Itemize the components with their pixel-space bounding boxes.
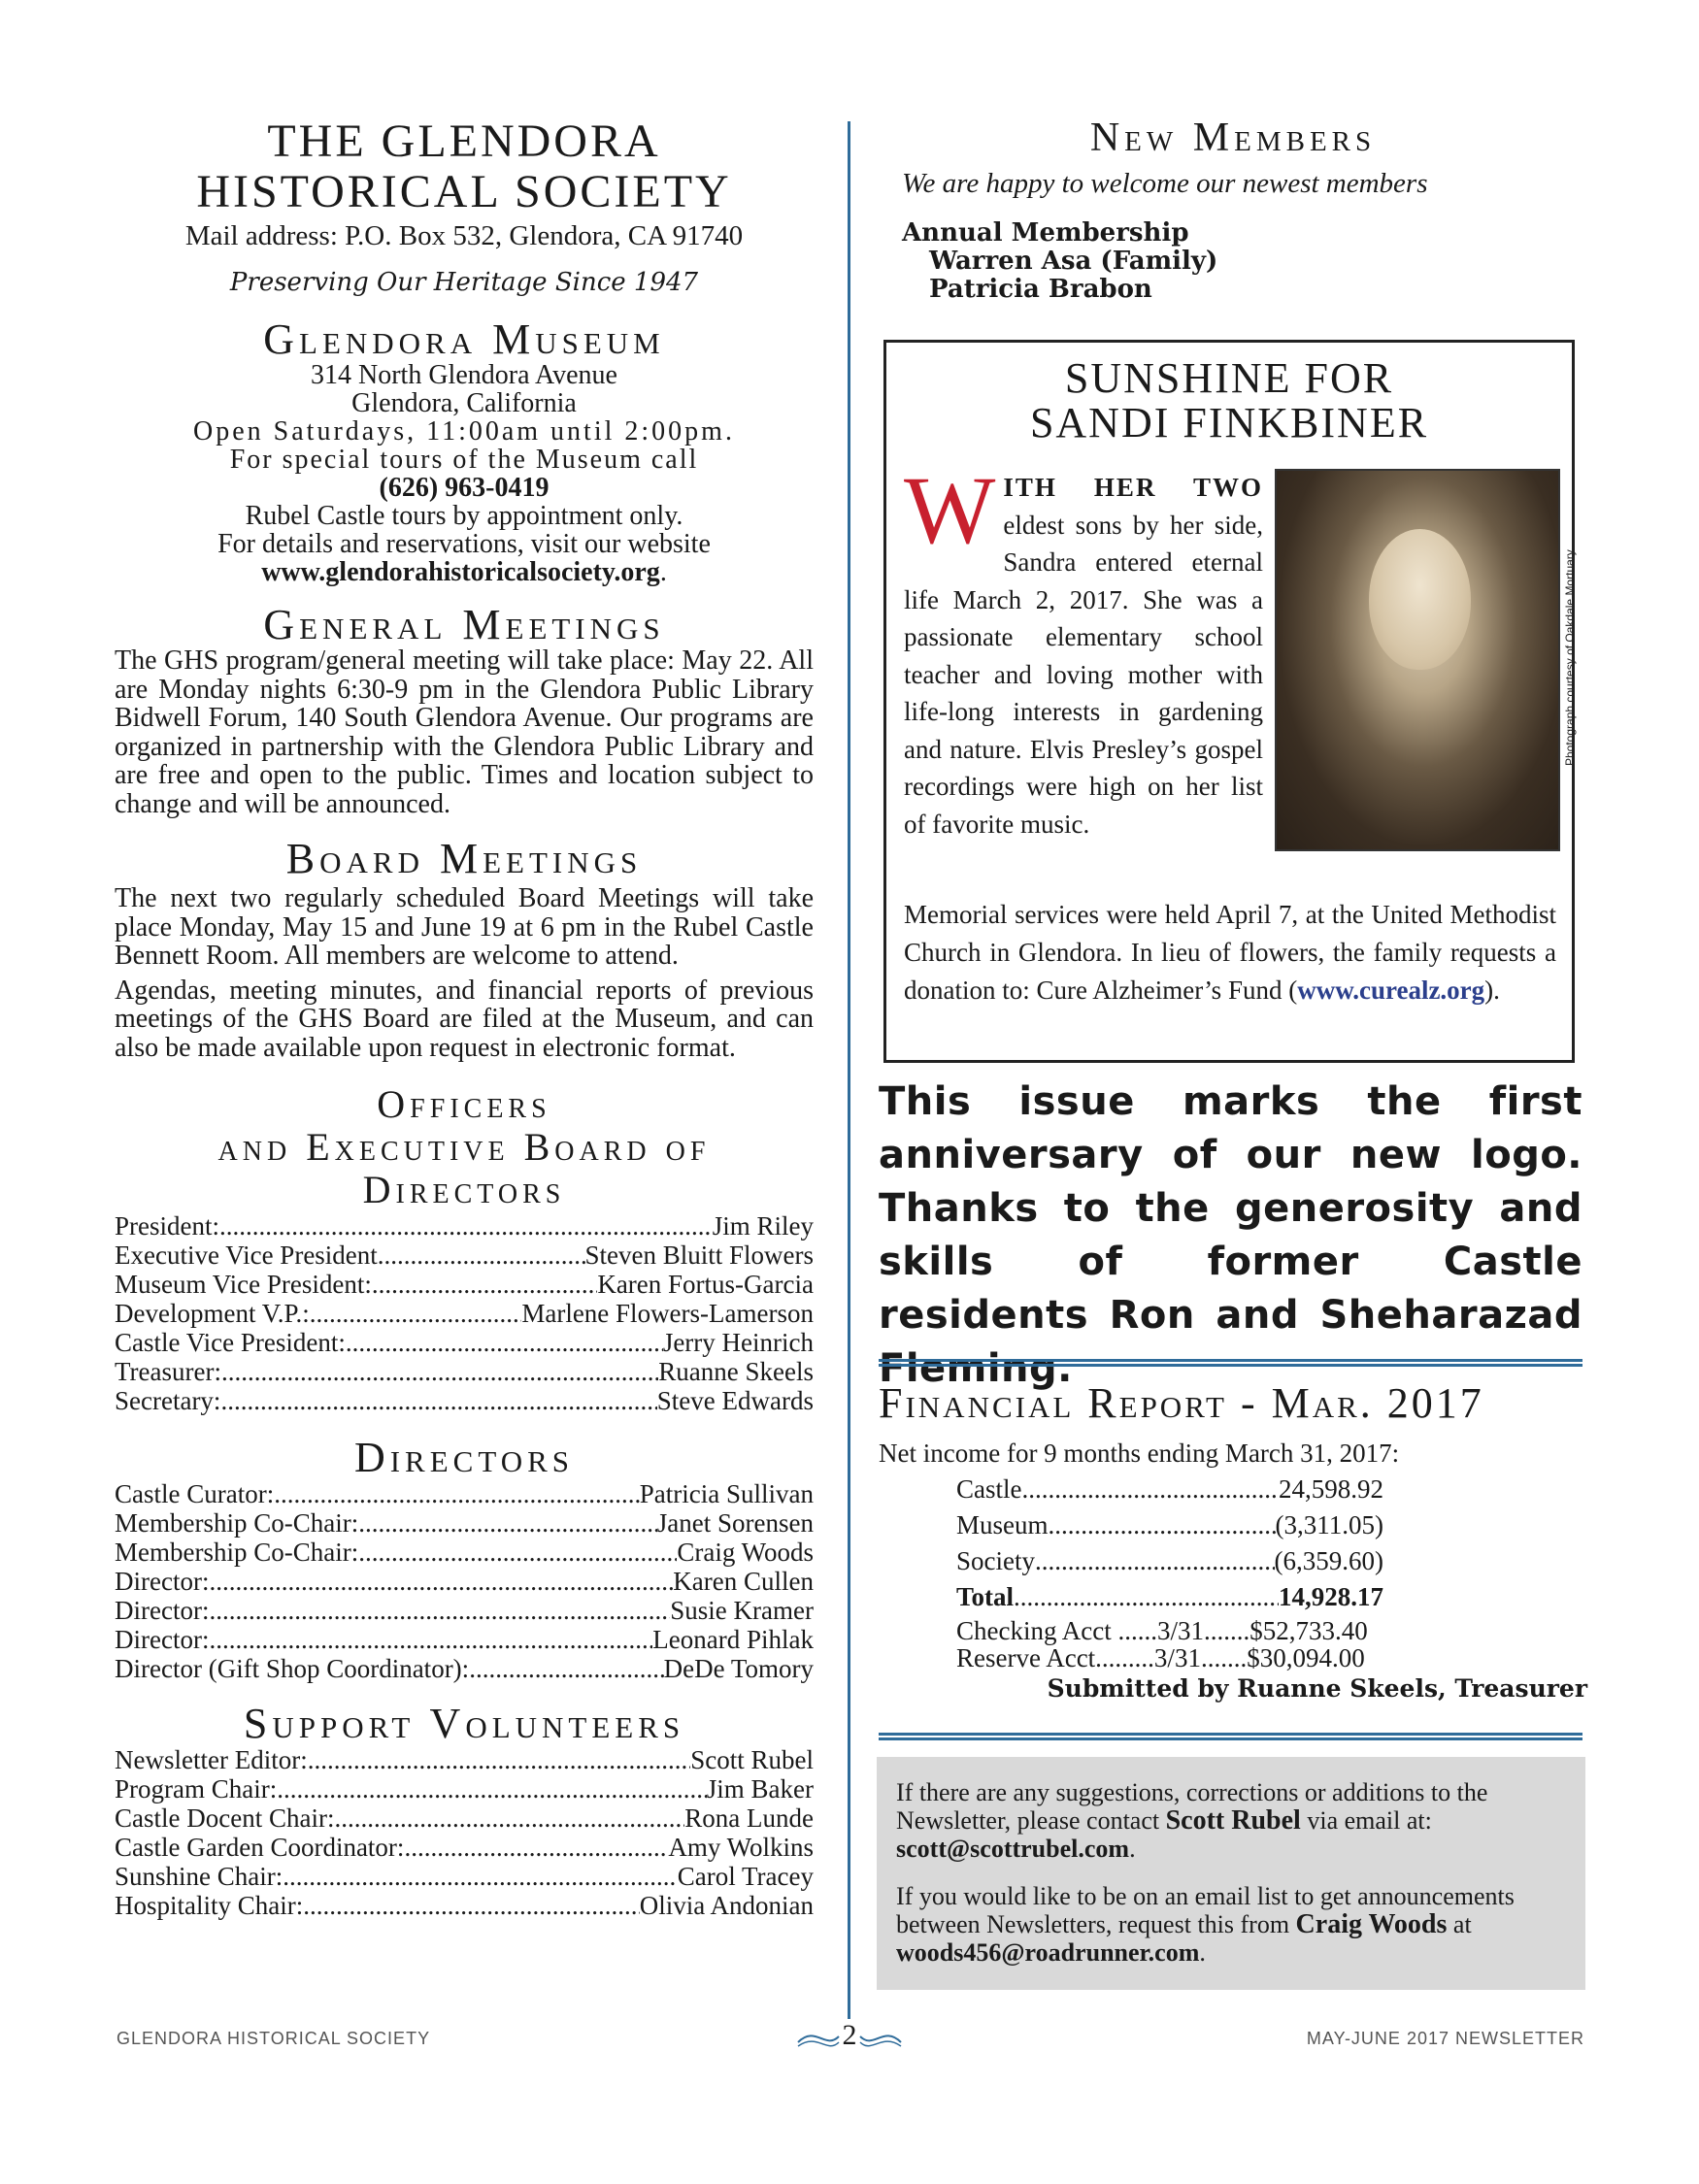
museum-phone: (626) 963-0419 — [379, 473, 550, 503]
officer-name: Steve Edwards — [656, 1386, 814, 1415]
officers-heading-line-3: Directors — [362, 1168, 566, 1211]
officer-name: Ruanne Skeels — [658, 1357, 814, 1386]
new-members-intro: We are happy to welcome our newest members — [902, 168, 1428, 199]
volunteer-row — [115, 1774, 814, 1803]
volunteer-name: Rona Lunde — [684, 1803, 814, 1833]
officer-role: Castle Vice President: — [115, 1328, 346, 1357]
officer-name: Marlene Flowers-Lamerson — [521, 1299, 814, 1328]
director-row — [115, 1654, 814, 1683]
director-row — [115, 1596, 814, 1625]
director-row — [115, 1625, 814, 1654]
reserve-account: Reserve Acct.........3/31.......$30,094.00 — [956, 1643, 1365, 1672]
double-rule-top — [879, 1359, 1582, 1367]
officer-row — [115, 1299, 814, 1328]
museum-city-line: Glendora, California — [351, 388, 577, 418]
director-role: Membership Co-Chair: — [115, 1508, 359, 1538]
curealz-link[interactable]: www.curealz.org — [1297, 976, 1485, 1005]
memorial-end: ). — [1484, 976, 1500, 1005]
director-name: Susie Kramer — [670, 1596, 814, 1625]
volunteer-name: Jim Baker — [706, 1774, 814, 1803]
new-members-heading: New Members — [1089, 116, 1377, 160]
volunteer-role: Newsletter Editor: — [115, 1745, 308, 1774]
column-divider — [848, 121, 850, 2019]
director-row — [115, 1567, 814, 1596]
financial-row — [956, 1543, 1383, 1579]
tagline: Preserving Our Heritage Since 1947 — [229, 268, 699, 297]
membership-list — [902, 219, 1587, 304]
sunshine-title-line-2: SANDI FINKBINER — [1029, 399, 1429, 447]
directors-heading: Directors — [353, 1434, 575, 1481]
general-meetings-heading: General Meetings — [263, 601, 665, 648]
volunteer-row — [115, 1745, 814, 1774]
castle-tours-line: Rubel Castle tours by appointment only. — [245, 501, 683, 531]
director-role: Membership Co-Chair: — [115, 1538, 359, 1567]
obituary-body: eldest sons by her side, Sandra entered eternal life March 2, 2017. She was a passionate elementary school teacher and loving mother with life-long interests in gardening and nature. Elvis Presley’s gospel recordings were high on her list of favorite music. — [904, 510, 1263, 839]
website-period: . — [659, 557, 667, 587]
volunteer-role: Castle Garden Coordinator: — [115, 1833, 405, 1862]
contact-paragraph-1 — [896, 1778, 1566, 1863]
member-name: Warren Asa (Family) — [929, 247, 1218, 276]
footer-left: GLENDORA HISTORICAL SOCIETY — [117, 2029, 431, 2048]
portrait-photo — [1275, 469, 1560, 851]
director-name: Patricia Sullivan — [639, 1479, 814, 1508]
volunteer-row — [115, 1891, 814, 1920]
officer-name: Jerry Heinrich — [662, 1328, 814, 1357]
director-row — [115, 1479, 814, 1508]
financial-value: (3,311.05) — [1275, 1510, 1383, 1539]
volunteer-role: Sunshine Chair: — [115, 1862, 283, 1891]
list-contact-email-link[interactable]: woods456@roadrunner.com — [896, 1938, 1200, 1967]
museum-address-line: 314 North Glendora Avenue — [311, 360, 617, 390]
board-meetings-text-2: Agendas, meeting minutes, and financial reports of previous meetings of the GHS Board are filed at the Museum, and can also be made available upon request in electronic format. — [115, 975, 814, 1063]
contact-box — [877, 1757, 1585, 1990]
drop-cap: W — [904, 456, 996, 564]
director-role: Director: — [115, 1596, 210, 1625]
volunteers-list — [115, 1745, 814, 1920]
officer-row — [115, 1241, 814, 1270]
financial-report — [879, 1435, 1587, 1706]
society-title-line-2: HISTORICAL SOCIETY — [196, 166, 732, 217]
officer-row — [115, 1357, 814, 1386]
museum-tours-line: For special tours of the Museum call — [229, 445, 699, 475]
financial-row — [956, 1507, 1383, 1543]
officers-list — [115, 1211, 814, 1415]
director-name: Craig Woods — [677, 1538, 814, 1567]
editor-email-link[interactable]: scott@scottrubel.com — [896, 1835, 1130, 1863]
financial-value: (6,359.60) — [1274, 1546, 1383, 1575]
membership-category: Annual Membership — [902, 218, 1189, 248]
director-row — [115, 1508, 814, 1538]
contact-text: . — [1199, 1938, 1206, 1967]
financial-total-value: 14,928.17 — [1279, 1582, 1383, 1611]
mail-address: Mail address: P.O. Box 532, Glendora, CA 91740 — [184, 220, 744, 251]
memorial-text — [904, 896, 1556, 1009]
contact-text: . — [1129, 1835, 1136, 1863]
officer-row — [115, 1386, 814, 1415]
financial-total-label: Total — [956, 1582, 1015, 1611]
financial-label: Castle — [956, 1474, 1022, 1504]
editor-name: Scott Rubel — [1165, 1805, 1301, 1836]
museum-info — [115, 361, 814, 586]
anniversary-note: This issue marks the first anniversary of our new logo. Thanks to the generosity and skills of former Castle residents Ron and Sheharazad Fleming. — [879, 1079, 1582, 1391]
director-role: Director: — [115, 1625, 210, 1654]
volunteer-role: Hospitality Chair: — [115, 1891, 304, 1920]
director-role: Director: — [115, 1567, 210, 1596]
double-rule-bottom — [879, 1733, 1582, 1740]
officer-role: Development V.P.: — [115, 1299, 310, 1328]
financial-value: 24,598.92 — [1279, 1474, 1383, 1504]
obituary-text — [904, 456, 1263, 843]
general-meetings-text: The GHS program/general meeting will take place: May 22. All are Monday nights 6:30-9 pm in the Glendora Public Library Bidwell Forum, 140 South Glendora Avenue. Our programs are organized in partnership with the Glendora Public Library and are free and open to the public. Times and location subject to change and will be announced. — [115, 645, 814, 819]
board-meetings-heading: Board Meetings — [285, 835, 643, 882]
director-name: Janet Sorensen — [656, 1508, 814, 1538]
officer-name: Karen Fortus-Garcia — [597, 1270, 814, 1299]
contact-text: If there are any suggestions, corrections or additions to the Newsletter, please contact — [896, 1778, 1488, 1835]
volunteer-row — [115, 1803, 814, 1833]
checking-account: Checking Acct ......3/31.......$52,733.40 — [956, 1616, 1368, 1645]
directors-list — [115, 1479, 814, 1683]
officer-row — [115, 1328, 814, 1357]
officer-role: President: — [115, 1211, 219, 1241]
sunshine-title-line-1: SUNSHINE FOR — [1064, 354, 1394, 402]
new-members-section — [879, 116, 1587, 304]
portrait-face — [1369, 529, 1471, 670]
financial-label: Society — [956, 1546, 1035, 1575]
officer-role: Museum Vice President: — [115, 1270, 372, 1299]
left-column — [115, 116, 814, 1920]
volunteer-name: Carol Tracey — [677, 1862, 814, 1891]
memorial-body: Memorial services were held April 7, at the United Methodist Church in Glendora. In lieu of flowers, the family requests a donation to: Cure Alzheimer’s Fund ( — [904, 900, 1556, 1005]
director-name: DeDe Tomory — [663, 1654, 814, 1683]
officer-role: Treasurer: — [115, 1357, 221, 1386]
page-number-text: 2 — [842, 2019, 857, 2051]
contact-text: via email at: — [1300, 1806, 1432, 1835]
sunshine-box — [883, 340, 1575, 1063]
volunteers-heading: Support Volunteers — [243, 1700, 685, 1747]
director-name: Leonard Pihlak — [652, 1625, 814, 1654]
volunteer-name: Scott Rubel — [690, 1745, 814, 1774]
director-role: Castle Curator: — [115, 1479, 275, 1508]
page-number — [796, 2019, 903, 2052]
financial-intro: Net income for 9 months ending March 31, 2017: — [879, 1439, 1400, 1468]
director-row — [115, 1538, 814, 1567]
volunteer-name: Olivia Andonian — [639, 1891, 814, 1920]
footer-right: MAY-JUNE 2017 NEWSLETTER — [1306, 2029, 1584, 2048]
museum-hours-line: Open Saturdays, 11:00am until 2:00pm. — [193, 416, 735, 447]
volunteer-row — [115, 1833, 814, 1862]
photo-credit: Photograph courtesy of Oakdale Mortuary — [1563, 549, 1577, 767]
officer-name: Jim Riley — [712, 1211, 814, 1241]
director-role: Director (Gift Shop Coordinator): — [115, 1654, 470, 1683]
obituary-lead: ITH HER TWO — [1003, 473, 1263, 502]
volunteer-role: Program Chair: — [115, 1774, 278, 1803]
volunteer-row — [115, 1862, 814, 1891]
contact-text: at — [1447, 1910, 1472, 1938]
financial-report-heading: Financial Report - Mar. 2017 — [879, 1379, 1484, 1427]
society-title-line-1: THE GLENDORA — [267, 116, 661, 167]
officer-role: Executive Vice President — [115, 1241, 378, 1270]
director-name: Karen Cullen — [673, 1567, 814, 1596]
volunteer-name: Amy Wolkins — [668, 1833, 814, 1862]
member-name: Patricia Brabon — [929, 275, 1152, 304]
reservations-line: For details and reservations, visit our website — [217, 529, 711, 559]
contact-text: If you would like to be on an email list to get announcements between Newsletters, request this from — [896, 1882, 1515, 1938]
volunteer-role: Castle Docent Chair: — [115, 1803, 335, 1833]
list-contact-name: Craig Woods — [1295, 1909, 1448, 1939]
museum-heading: Glendora Museum — [263, 315, 665, 363]
financial-label: Museum — [956, 1510, 1049, 1539]
board-meetings-text-1: The next two regularly scheduled Board Meetings will take place Monday, May 15 and June 19 at 6 pm in the Rubel Castle Bennett Room. All members are welcome to attend. — [115, 883, 814, 971]
financial-total-row — [956, 1579, 1383, 1615]
contact-paragraph-2 — [896, 1882, 1566, 1967]
officers-heading-line-2: and Executive Board of — [217, 1125, 711, 1169]
officer-row — [115, 1211, 814, 1241]
officer-name: Steven Bluitt Flowers — [584, 1241, 814, 1270]
financial-lines — [956, 1472, 1383, 1671]
officers-heading-line-1: Officers — [377, 1082, 551, 1126]
financial-submitted-by: Submitted by Ruanne Skeels, Treasurer — [1047, 1674, 1587, 1703]
society-website-link[interactable]: www.glendorahistoricalsociety.org — [261, 557, 660, 587]
officer-row — [115, 1270, 814, 1299]
officer-role: Secretary: — [115, 1386, 221, 1415]
financial-row — [956, 1472, 1383, 1507]
